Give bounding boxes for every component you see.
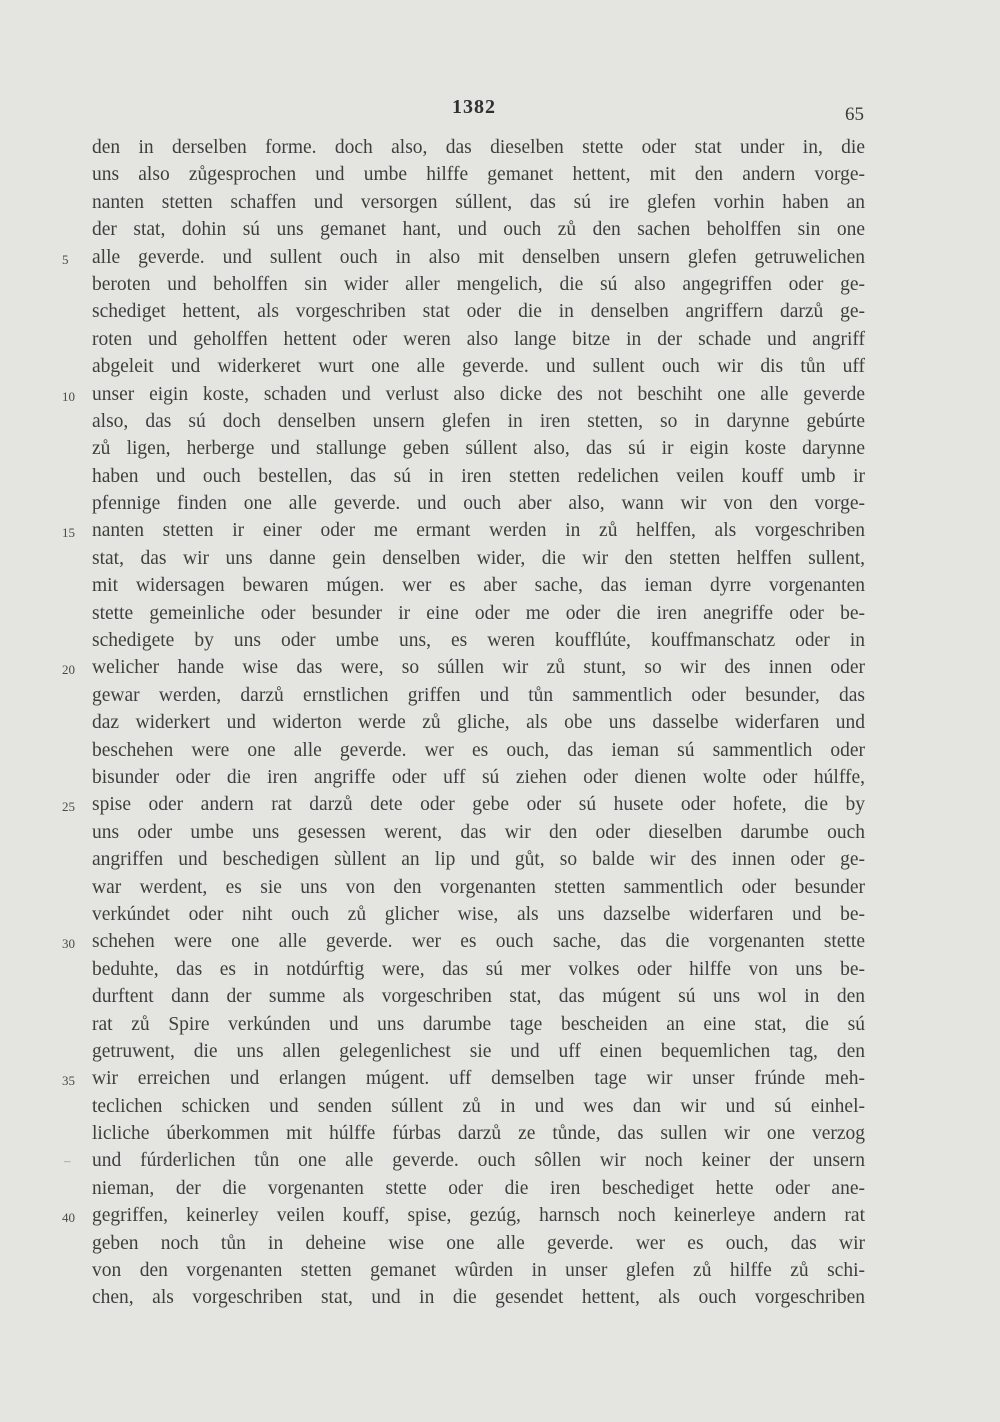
- line-number: 25: [62, 799, 75, 815]
- text-line: [62, 654, 865, 681]
- line-text: mit widersagen bewaren múgen. wer es aber sache, das ieman dyrre vorgenanten: [92, 575, 865, 597]
- text-line: [62, 791, 865, 818]
- line-text: nanten stetten schaffen und versorgen súllent, das sú ire glefen vorhin haben an: [92, 191, 865, 213]
- line-text: geben noch tůn in deheine wise one alle geverde. wer es ouch, das wir: [92, 1232, 865, 1254]
- text-line: [92, 600, 865, 627]
- text-line: [92, 134, 865, 161]
- margin-dash: –: [64, 1153, 71, 1169]
- text-line: [92, 572, 865, 599]
- line-text: haben und ouch bestellen, das sú in iren stetten redelichen veilen kouff umb ir: [92, 465, 865, 487]
- text-line: [62, 244, 865, 271]
- text-line: [92, 901, 865, 928]
- line-text: beroten und beholffen sin wider aller mengelich, die sú also angegriffen oder ge-: [92, 273, 865, 295]
- line-text: wir erreichen und erlangen múgent. uff demselben tage wir unser frúnde meh-: [92, 1068, 865, 1090]
- line-text: beduhte, das es in notdúrftig were, das sú mer volkes oder hilffe von uns be-: [92, 958, 865, 980]
- line-number: 5: [62, 251, 69, 267]
- text-line: [92, 846, 865, 873]
- line-text: roten und geholffen hettent oder weren also lange bitze in der schade und angriff: [92, 328, 865, 350]
- text-line: [92, 627, 865, 654]
- text-line: [92, 956, 865, 983]
- text-line: [92, 408, 865, 435]
- text-line: [92, 1011, 865, 1038]
- line-number: 10: [62, 388, 75, 404]
- text-line: [92, 1175, 865, 1202]
- line-text: von den vorgenanten stetten gemanet wûrden in unser glefen zů hilffe zů schi-: [92, 1260, 865, 1282]
- line-text: licliche úberkommen mit húlffe fúrbas darzů ze tůnde, das sullen wir one verzog: [92, 1123, 865, 1145]
- text-line: [92, 1038, 865, 1065]
- line-text: abgeleit und widerkeret wurt one alle geverde. und sullent ouch wir dis tůn uff: [92, 356, 865, 378]
- page-number: 65: [845, 104, 864, 125]
- line-text: getruwent, die uns allen gelegenlichest sie und uff einen bequemlichen tag, den: [92, 1040, 865, 1062]
- text-line: [92, 1120, 865, 1147]
- line-number: 15: [62, 525, 75, 541]
- line-text: durftent dann der summe als vorgeschriben stat, das múgent sú uns wol in den: [92, 986, 865, 1008]
- text-line: [92, 682, 865, 709]
- text-line: [64, 1147, 865, 1174]
- line-number: 35: [62, 1073, 75, 1089]
- text-line: [92, 490, 865, 517]
- line-text: uns also zůgesprochen und umbe hilffe gemanet hettent, mit den andern vorge-: [92, 164, 865, 186]
- line-text: also, das sú doch denselben unsern glefen in iren stetten, so in darynne gebúrte: [92, 410, 865, 432]
- text-line: [92, 1230, 865, 1257]
- line-text: alle geverde. und sullent ouch in also mit denselben unsern glefen getruwelichen: [92, 246, 865, 268]
- line-number: 40: [62, 1210, 75, 1226]
- line-text: verkúndet oder niht ouch zů glicher wise, als uns dazselbe widerfaren und be-: [92, 903, 865, 925]
- text-line: [92, 1284, 865, 1311]
- text-line: [92, 189, 865, 216]
- text-line: [92, 463, 865, 490]
- line-text: und fúrderlichen tůn one alle geverde. ouch sôllen wir noch keiner der unsern: [92, 1150, 865, 1172]
- line-text: den in derselben forme. doch also, das dieselben stette oder stat under in, die: [92, 137, 865, 158]
- text-line: [92, 353, 865, 380]
- text-line: [92, 709, 865, 736]
- text-line: [92, 161, 865, 188]
- line-text: uns oder umbe uns gesessen werent, das wir den oder dieselben darumbe ouch: [92, 821, 865, 843]
- line-number: 20: [62, 662, 75, 678]
- line-text: schediget hettent, als vorgeschriben stat oder die in denselben angriffern darzů ge-: [92, 301, 865, 323]
- line-text: schehen were one alle geverde. wer es ouch sache, das die vorgenanten stette: [92, 931, 865, 953]
- line-text: teclichen schicken und senden súllent zů in und wes dan wir und sú einhel-: [92, 1095, 865, 1117]
- text-line: [92, 271, 865, 298]
- line-text: nieman, der die vorgenanten stette oder die iren beschediget hette oder ane-: [92, 1177, 865, 1199]
- text-line: [92, 1257, 865, 1284]
- line-text: schedigete by uns oder umbe uns, es weren koufflúte, kouffmanschatz oder in: [92, 630, 865, 652]
- text-line: [62, 1202, 865, 1229]
- line-text: beschehen were one alle geverde. wer es ouch, das ieman sú sammentlich oder: [92, 739, 865, 761]
- page-header-year: 1382: [452, 96, 496, 118]
- line-text: welicher hande wise das were, so súllen wir zů stunt, so wir des innen oder: [92, 657, 865, 679]
- text-line: [62, 517, 865, 544]
- text-line: [92, 819, 865, 846]
- line-text: bisunder oder die iren angriffe oder uff sú ziehen oder dienen wolte oder húlffe,: [92, 766, 865, 788]
- line-number: 30: [62, 936, 75, 952]
- line-text: rat zů Spire verkúnden und uns darumbe tage bescheiden an eine stat, die sú: [92, 1013, 865, 1035]
- line-text: unser eigin koste, schaden und verlust also dicke des not beschiht one alle geverde: [92, 383, 865, 405]
- line-text: pfennige finden one alle geverde. und ouch aber also, wann wir von den vorge-: [92, 493, 865, 515]
- text-line: [92, 983, 865, 1010]
- line-text: stette gemeinliche oder besunder ir eine oder me oder die iren anegriffe oder be-: [92, 602, 865, 624]
- document-body: [62, 134, 865, 1312]
- text-line: [92, 545, 865, 572]
- text-line: [92, 737, 865, 764]
- text-line: [62, 381, 865, 408]
- text-line: [92, 764, 865, 791]
- text-line: [62, 928, 865, 955]
- text-line: [62, 1065, 865, 1092]
- line-text: spise oder andern rat darzů dete oder gebe oder sú husete oder hofete, die by: [92, 794, 865, 816]
- text-line: [92, 874, 865, 901]
- line-text: stat, das wir uns danne gein denselben wider, die wir den stetten helffen sullent,: [92, 547, 865, 569]
- text-line: [92, 298, 865, 325]
- line-text: zů ligen, herberge und stallunge geben súllent also, das sú ir eigin koste darynne: [92, 438, 865, 460]
- line-text: chen, als vorgeschriben stat, und in die gesendet hettent, als ouch vorgeschriben: [92, 1287, 865, 1309]
- text-line: [92, 1093, 865, 1120]
- line-text: war werdent, es sie uns von den vorgenanten stetten sammentlich oder besunder: [92, 876, 865, 898]
- text-line: [92, 216, 865, 243]
- line-text: gegriffen, keinerley veilen kouff, spise, gezúg, harnsch noch keinerleye andern rat: [92, 1205, 865, 1227]
- line-text: gewar werden, darzů ernstlichen griffen und tůn sammentlich oder besunder, das: [92, 684, 865, 706]
- line-text: daz widerkert und widerton werde zů gliche, als obe uns dasselbe widerfaren und: [92, 712, 865, 734]
- line-text: der stat, dohin sú uns gemanet hant, und ouch zů den sachen beholffen sin one: [92, 219, 865, 241]
- text-line: [92, 435, 865, 462]
- line-text: nanten stetten ir einer oder me ermant werden in zů helffen, als vorgeschriben: [92, 520, 865, 542]
- text-line: [92, 326, 865, 353]
- line-text: angriffen und beschedigen sùllent an lip und gůt, so balde wir des innen oder ge-: [92, 849, 865, 871]
